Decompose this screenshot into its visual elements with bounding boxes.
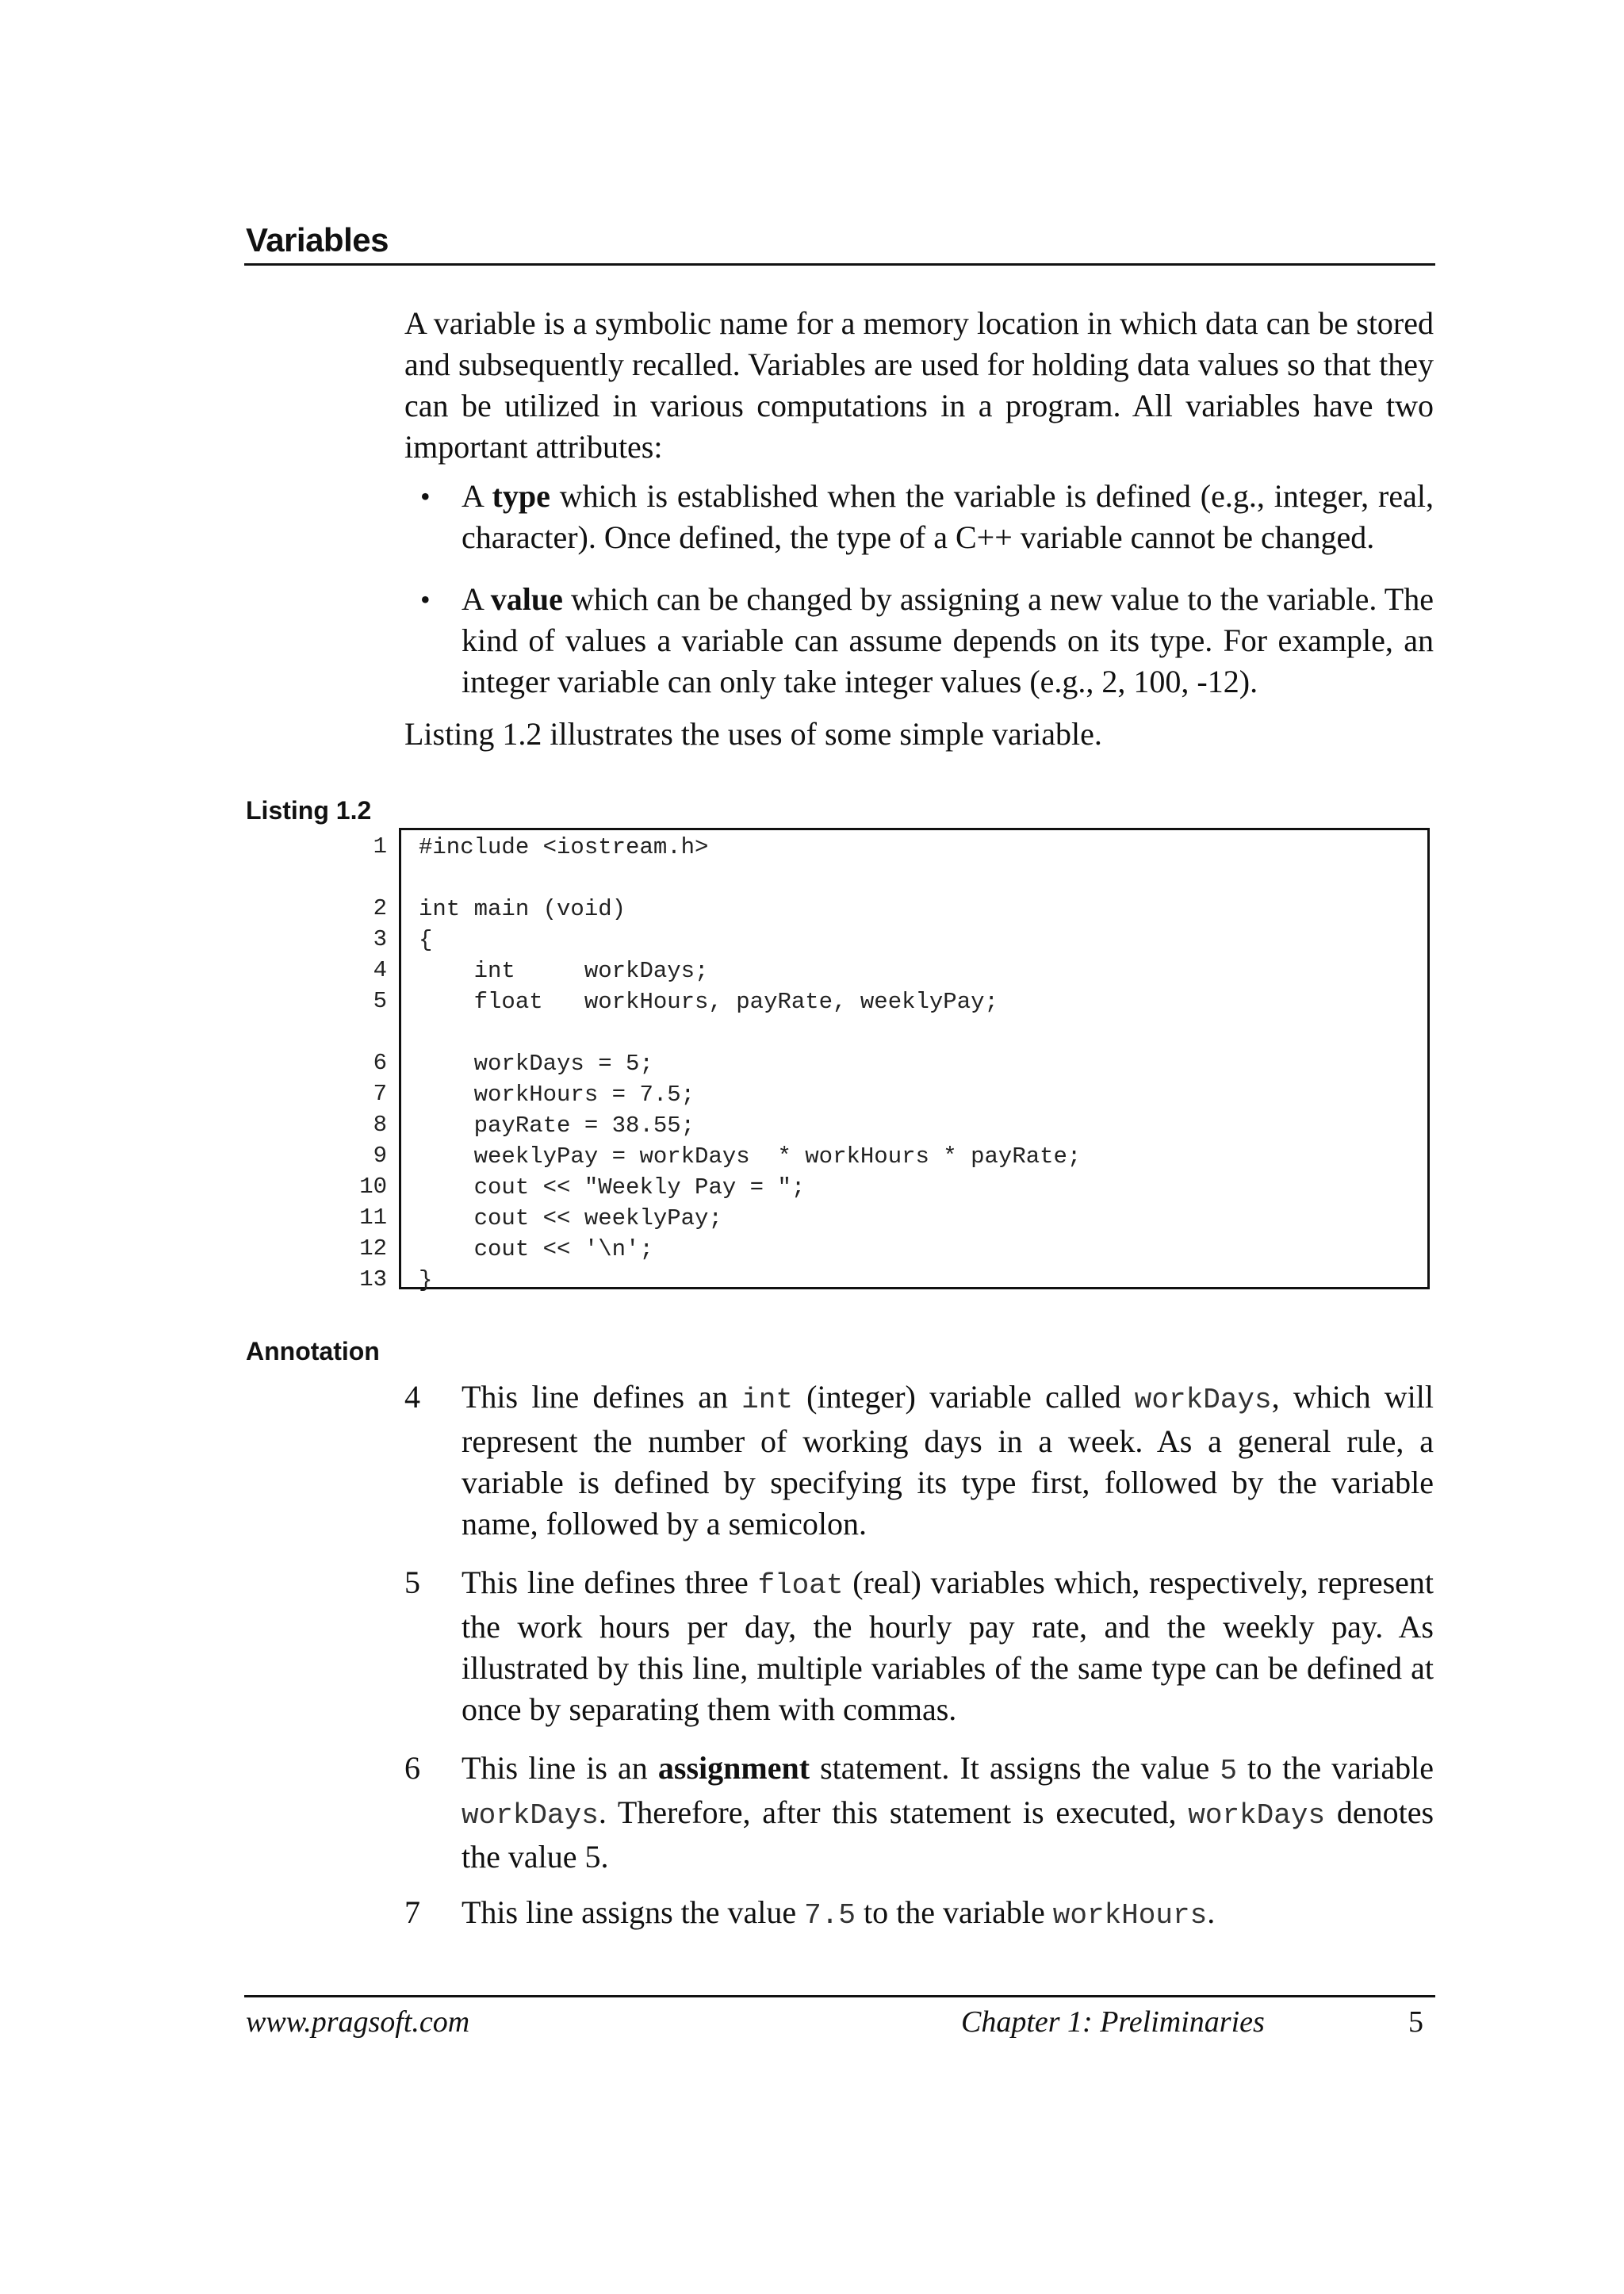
list-item: • A type which is established when the variable is defined (e.g., integer, real, character). Once defined, the type of a C++ variable cannot be changed. bbox=[420, 476, 1434, 558]
line-number: 5 bbox=[373, 988, 387, 1014]
bullet-icon: • bbox=[420, 481, 431, 512]
code-line: cout << '\n'; bbox=[419, 1236, 653, 1262]
line-number: 12 bbox=[359, 1235, 387, 1262]
footer-rule bbox=[244, 1995, 1435, 1997]
code-line: weeklyPay = workDays * workHours * payRate; bbox=[419, 1143, 1082, 1170]
code-line: int main (void) bbox=[419, 896, 626, 922]
footer-chapter: Chapter 1: Preliminaries bbox=[961, 2005, 1265, 2039]
section-title: Variables bbox=[246, 221, 389, 259]
heading-rule bbox=[244, 263, 1435, 266]
code-line: cout << "Weekly Pay = "; bbox=[419, 1174, 806, 1201]
annotation-text: This line defines three float (real) variables which, respectively, represent the work hours per day, the hourly pay rate, and the weekly pay. As illustrated by this line, multiple variables of the same type can be defined at once by separating them with commas. bbox=[462, 1564, 1434, 1727]
annotation-text: This line is an assignment statement. It assigns the value 5 to the variable workDays. Therefore, after this statement is executed, workDays denotes the value 5. bbox=[462, 1750, 1434, 1875]
line-number: 2 bbox=[373, 895, 387, 921]
code-line: cout << weeklyPay; bbox=[419, 1205, 722, 1231]
term-type: type bbox=[492, 478, 550, 514]
line-number: 13 bbox=[359, 1266, 387, 1293]
page-number: 5 bbox=[1408, 2005, 1423, 2039]
annotation-number: 4 bbox=[404, 1379, 420, 1415]
annotation-text: This line defines an int (integer) variable called workDays, which will represent the number of working days in a week. As a general rule, a variable is defined by specifying its type first, followed by the variable name, followed by a semicolon. bbox=[462, 1379, 1434, 1541]
code-line: float workHours, payRate, weeklyPay; bbox=[419, 989, 998, 1015]
line-number: 11 bbox=[359, 1204, 387, 1231]
line-number: 7 bbox=[373, 1081, 387, 1107]
line-number: 4 bbox=[373, 957, 387, 983]
annotation-number: 7 bbox=[404, 1894, 420, 1930]
attribute-list bbox=[420, 476, 1434, 723]
line-number: 8 bbox=[373, 1112, 387, 1138]
annotation-number: 6 bbox=[404, 1750, 420, 1786]
code-line: } bbox=[419, 1267, 433, 1293]
intro-paragraph: A variable is a symbolic name for a memory location in which data can be stored and subsequently recalled. Variables are used for holding data values so that they can be utilized in various computations in a program. All variables have two important attributes: bbox=[404, 305, 1434, 465]
bullet-icon: • bbox=[420, 584, 431, 615]
term-value: value bbox=[490, 581, 563, 617]
listing-label: Listing 1.2 bbox=[246, 796, 372, 825]
code-line: workHours = 7.5; bbox=[419, 1082, 695, 1108]
footer-website: www.pragsoft.com bbox=[246, 2005, 470, 2039]
list-item: • A value which can be changed by assigning a new value to the variable. The kind of values a variable can assume depends on its type. For example, an integer variable can only take integer values (e.g., 2, 100, -12). bbox=[420, 579, 1434, 703]
line-number: 10 bbox=[359, 1174, 387, 1200]
code-line: { bbox=[419, 927, 433, 953]
annotation-number: 5 bbox=[404, 1564, 420, 1600]
code-line: payRate = 38.55; bbox=[419, 1113, 695, 1139]
listing-intro-text: Listing 1.2 illustrates the uses of some simple variable. bbox=[404, 716, 1102, 752]
annotation-label: Annotation bbox=[246, 1337, 380, 1365]
line-number: 6 bbox=[373, 1050, 387, 1076]
line-number: 3 bbox=[373, 926, 387, 952]
line-number: 9 bbox=[373, 1143, 387, 1169]
code-listing bbox=[399, 828, 1430, 1293]
code-line: workDays = 5; bbox=[419, 1051, 653, 1077]
annotation-text: This line assigns the value 7.5 to the variable workHours. bbox=[462, 1894, 1216, 1932]
code-line: #include <iostream.h> bbox=[419, 834, 709, 860]
code-line: int workDays; bbox=[419, 958, 709, 984]
line-number: 1 bbox=[373, 833, 387, 860]
